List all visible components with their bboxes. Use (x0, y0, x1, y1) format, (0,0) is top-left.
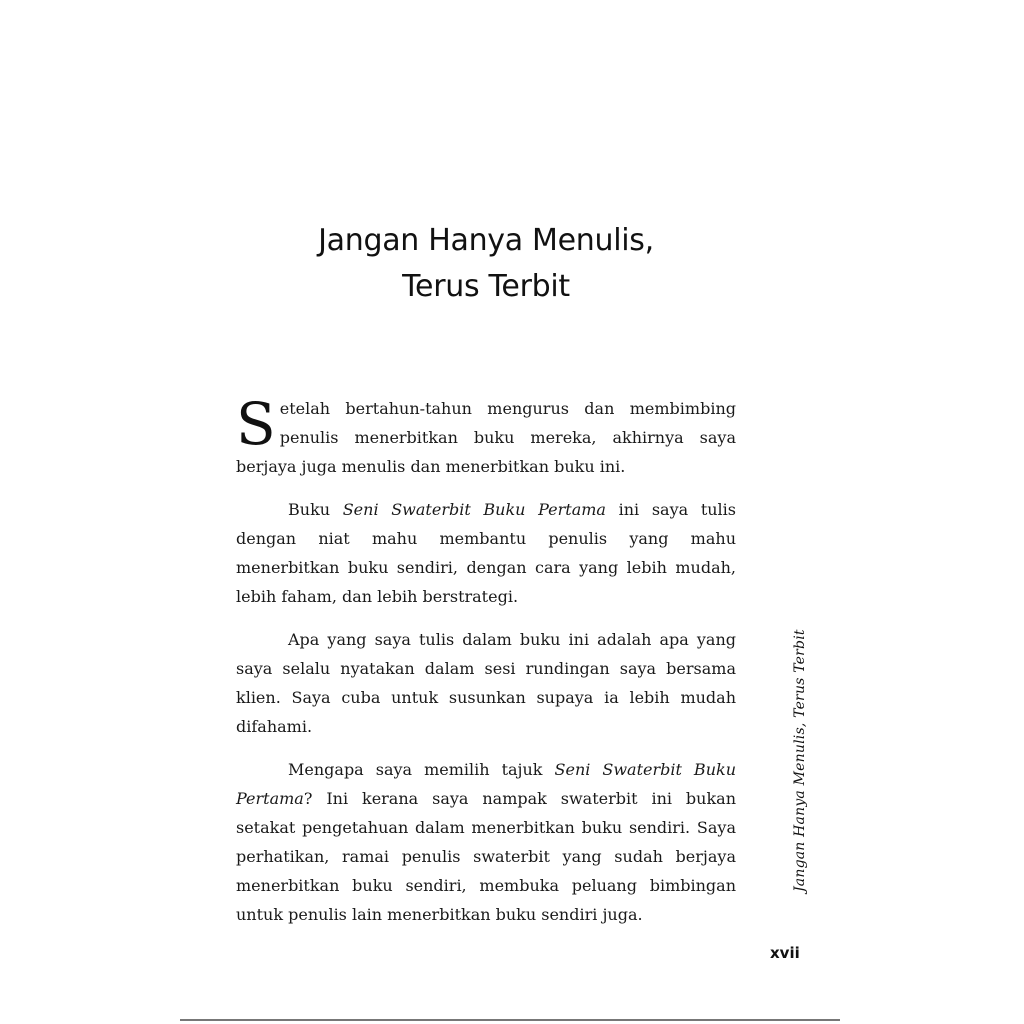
paragraph-1 (236, 390, 736, 481)
paragraph-3 (236, 625, 736, 741)
book-title-italic: Seni Swaterbit Buku Pertama (342, 500, 606, 519)
chapter-title-line-1: Jangan Hanya Menulis, (318, 223, 654, 259)
chapter-title-line-2: Terus Terbit (402, 269, 570, 305)
book-title-italic: Seni Swaterbit Buku Pertama (236, 760, 736, 808)
scan-edge-line (180, 1019, 840, 1021)
paragraph-2-before: Buku (288, 500, 343, 519)
paragraph-1-text: etelah bertahun-tahun mengurus dan membimbing penulis menerbitkan buku mereka, akhirnya saya berjaya juga menulis dan menerbitkan buku ini. (236, 399, 736, 476)
body-text (236, 390, 736, 943)
chapter-title (200, 218, 772, 310)
drop-cap: S (236, 390, 276, 458)
paragraph-2-after: ini saya tulis dengan niat mahu membantu penulis yang mahu menerbitkan buku sendiri, dengan cara yang lebih mudah, lebih faham, dan lebih berstrategi. (236, 500, 736, 606)
paragraph-4 (236, 755, 736, 929)
paragraph-4-after: ? Ini kerana saya nampak swaterbit ini bukan setakat pengetahuan dalam menerbitkan buku sendiri. Saya perhatikan, ramai penulis swaterbit yang sudah berjaya menerbitkan buku sendiri, membuka peluang bimbingan untuk penulis lain menerbitkan buku sendiri juga. (236, 789, 736, 924)
running-head: Jangan Hanya Menulis, Terus Terbit (792, 629, 808, 892)
page-number: xvii (770, 944, 800, 962)
paragraph-4-before: Mengapa saya memilih tajuk (288, 760, 555, 779)
paragraph-2 (236, 495, 736, 611)
paragraph-3-text: Apa yang saya tulis dalam buku ini adalah apa yang saya selalu nyatakan dalam sesi rundingan saya bersama klien. Saya cuba untuk susunkan supaya ia lebih mudah difahami. (236, 630, 736, 736)
